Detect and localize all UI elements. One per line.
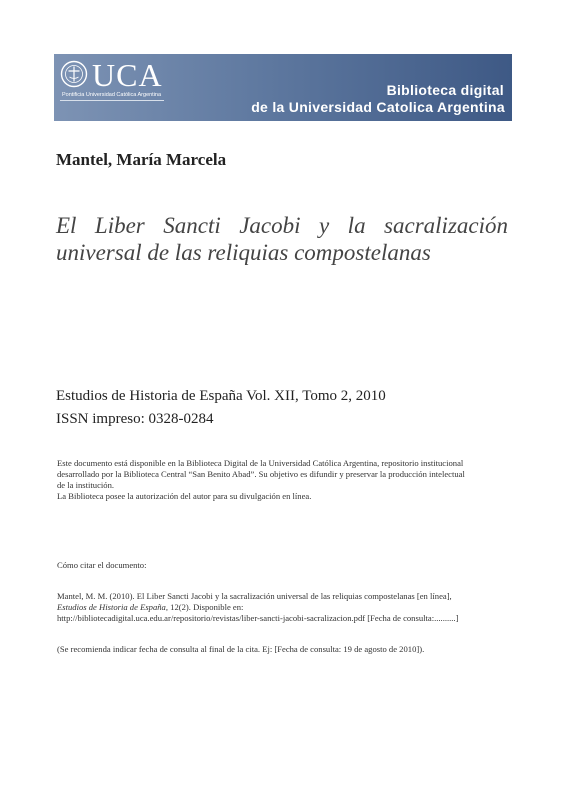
citation-line	[57, 602, 512, 613]
disclaimer-line: desarrollado por la Biblioteca Central “San Benito Abad”. Su objetivo es difundir y preservar la producción intelectual	[57, 469, 465, 479]
citation-volume: , 12(2). Disponible en:	[165, 602, 244, 612]
document-title	[56, 212, 508, 266]
university-seal-icon	[60, 60, 88, 88]
citation-url[interactable]: http://bibliotecadigital.uca.edu.ar/repositorio/revistas/liber-sancti-jacobi-sacralizacion.pdf [Fecha de consulta:..........]	[57, 613, 459, 623]
title-line-2: universal de las reliquias compostelanas	[56, 240, 431, 265]
disclaimer-line: Este documento está disponible en la Biblioteca Digital de la Universidad Católica Argentina, repositorio institucional	[57, 458, 464, 468]
issn: ISSN impreso: 0328-0284	[56, 411, 214, 427]
logo-subtitle: Pontificia Universidad Católica Argentina	[62, 92, 162, 98]
citation-journal: Estudios de Historia de España	[57, 602, 166, 612]
disclaimer-line: La Biblioteca posee la autorización del autor para su divulgación en línea.	[57, 491, 312, 501]
logo-text: UCA	[92, 57, 163, 93]
journal-reference: Estudios de Historia de España Vol. XII, Tomo 2, 2010	[56, 388, 386, 404]
author-name: Mantel, María Marcela	[56, 150, 227, 169]
citation-note: (Se recomienda indicar fecha de consulta al final de la cita. Ej: [Fecha de consulta: 19 de agosto de 2010]).	[57, 644, 425, 654]
citation-block	[57, 591, 512, 624]
disclaimer-line: de la institución.	[57, 480, 115, 490]
title-line-1: El Liber Sancti Jacobi y la sacralización	[56, 213, 508, 238]
logo-divider	[60, 100, 164, 101]
banner-title-line2: de la Universidad Catolica Argentina	[251, 99, 505, 115]
citation-line: Mantel, M. M. (2010). El Liber Sancti Jacobi y la sacralización universal de las reliquias compostelanas [en línea],	[57, 591, 452, 601]
availability-disclaimer	[57, 458, 512, 502]
library-banner	[54, 54, 512, 121]
citation-label: Cómo citar el documento:	[57, 560, 147, 570]
banner-title-line1: Biblioteca digital	[386, 82, 504, 98]
